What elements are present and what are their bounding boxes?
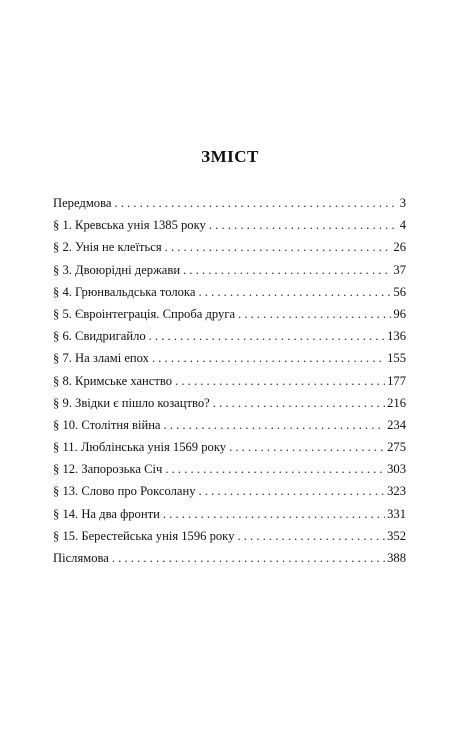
- toc-page-number: 303: [387, 462, 406, 477]
- toc-entry-title: § 15. Берестейська унія 1596 року: [53, 528, 235, 543]
- toc-entry: [53, 259, 406, 281]
- toc-page-number: 352: [387, 528, 406, 543]
- toc-entry-title: Передмова: [53, 196, 112, 210]
- toc-dot-leader: [164, 414, 386, 436]
- toc-page-number: 275: [387, 440, 406, 455]
- toc-entry: [53, 370, 406, 392]
- toc-entry-title: § 6. Свидригайло: [53, 329, 146, 344]
- toc-entry-title: § 13. Слово про Роксолану: [53, 484, 196, 499]
- toc-page-number: 216: [387, 395, 406, 410]
- toc-dot-leader: [152, 347, 385, 369]
- toc-dot-leader: [165, 458, 385, 480]
- toc-page-number: 96: [393, 306, 406, 321]
- toc-entry: [53, 236, 406, 258]
- toc-entry: [53, 414, 406, 436]
- toc-entry-title: § 4. Грюнвальдська толока: [53, 284, 196, 299]
- toc-page-number: 331: [387, 506, 406, 521]
- toc-entry-title: § 8. Кримське ханство: [53, 373, 173, 388]
- toc-dot-leader: [213, 392, 385, 414]
- toc-entry: [53, 503, 406, 525]
- table-of-contents: [53, 192, 406, 569]
- toc-page-number: 3: [399, 196, 406, 210]
- toc-page-number: 155: [387, 351, 406, 366]
- toc-dot-leader: [237, 525, 385, 547]
- toc-entry: [53, 525, 406, 547]
- toc-dot-leader: [238, 303, 391, 325]
- toc-entry-title: § 10. Столітня війна: [53, 417, 161, 432]
- toc-entry: [53, 281, 406, 303]
- toc-dot-leader: [165, 236, 392, 258]
- toc-dot-leader: [149, 325, 385, 347]
- toc-dot-leader: [183, 259, 391, 281]
- toc-page-number: 177: [387, 373, 406, 388]
- toc-entry-title: § 2. Унія не клеїться: [53, 240, 162, 255]
- toc-dot-leader: [209, 214, 398, 236]
- toc-entry: [53, 392, 406, 414]
- toc-dot-leader: [199, 480, 386, 502]
- toc-page-number: 234: [387, 417, 406, 432]
- toc-entry: [53, 480, 406, 502]
- page-title: ЗМІСТ: [201, 147, 259, 166]
- toc-dot-leader: [114, 192, 397, 214]
- toc-dot-leader: [198, 281, 391, 303]
- toc-dot-leader: [229, 436, 385, 458]
- toc-entry: [53, 347, 406, 369]
- toc-entry: [53, 214, 406, 236]
- toc-entry-title: § 3. Двоюрідні держави: [53, 262, 181, 277]
- toc-entry: [53, 458, 406, 480]
- toc-entry: [53, 436, 406, 458]
- toc-dot-leader: [175, 370, 385, 392]
- toc-page-number: 56: [393, 284, 406, 299]
- toc-entry-title: § 5. Євроінтеграція. Спроба друга: [53, 306, 236, 321]
- toc-page-number: 37: [393, 262, 406, 277]
- toc-entry: [53, 192, 406, 214]
- toc-entry-title: § 1. Кревська унія 1385 року: [53, 218, 206, 233]
- toc-page-number: 4: [399, 218, 406, 233]
- toc-entry-title: § 9. Звідки є пішло козацтво?: [53, 395, 210, 410]
- toc-entry: [53, 325, 406, 347]
- toc-page-number: 26: [393, 240, 406, 255]
- toc-entry-title: § 12. Запорозька Січ: [53, 462, 163, 477]
- toc-entry-title: § 14. На два фронти: [53, 506, 160, 521]
- toc-entry: [53, 303, 406, 325]
- toc-entry-title: § 11. Люблінська унія 1569 року: [53, 440, 227, 455]
- toc-entry: [53, 547, 406, 569]
- toc-entry-title: § 7. На зламі епох: [53, 351, 149, 366]
- toc-page-number: 323: [387, 484, 406, 499]
- toc-dot-leader: [112, 547, 385, 569]
- toc-page-number: 136: [387, 329, 406, 344]
- toc-page-number: 388: [387, 551, 406, 565]
- toc-dot-leader: [163, 503, 385, 525]
- toc-entry-title: Післямова: [53, 551, 109, 565]
